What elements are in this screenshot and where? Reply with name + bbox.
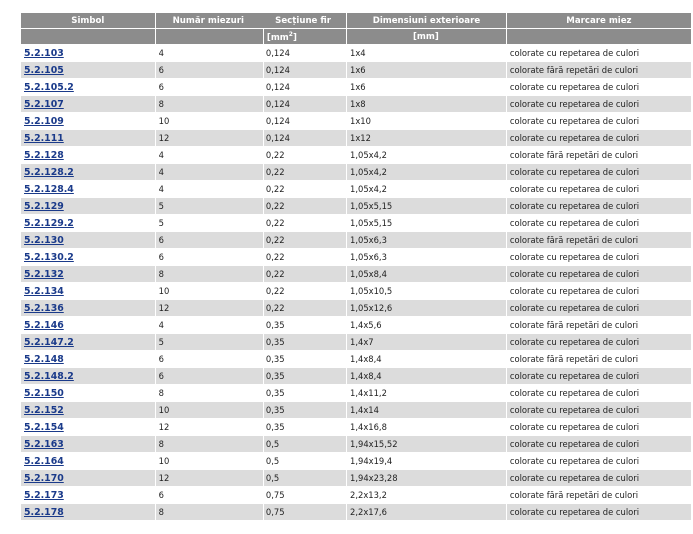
simbol-link[interactable]: 5.2.163 [24,438,64,450]
cell-simbol [21,113,155,129]
table-row [21,249,691,265]
cell-sectiune: 0,22 [264,300,346,316]
cell-simbol [21,232,155,248]
table-row [21,266,691,282]
cell-miezuri: 6 [156,249,263,265]
cell-dimensiuni: 1,94x23,28 [347,470,506,486]
cell-sectiune: 0,124 [264,130,346,146]
cell-sectiune: 0,22 [264,198,346,214]
cell-marcare: colorate cu repetarea de culori [507,368,691,384]
cell-sectiune: 0,124 [264,79,346,95]
table-row [21,504,691,520]
table-row [21,283,691,299]
cell-simbol [21,249,155,265]
cell-dimensiuni: 1,05x4,2 [347,181,506,197]
cell-miezuri: 12 [156,470,263,486]
header-sectiune-fir: Secțiune fir [275,15,331,26]
simbol-link[interactable]: 5.2.154 [24,421,64,433]
cell-miezuri: 8 [156,504,263,520]
table-row [21,232,691,248]
table-row [21,164,691,180]
units-empty-5 [507,29,691,44]
cell-dimensiuni: 1,05x12,6 [347,300,506,316]
cell-marcare: colorate cu repetarea de culori [507,385,691,401]
cell-marcare: colorate fără repetări de culori [507,351,691,367]
table-row [21,419,691,435]
header-simbol: Simbol [21,13,155,28]
cell-simbol [21,283,155,299]
cell-dimensiuni: 1x8 [347,96,506,112]
cell-miezuri: 10 [156,283,263,299]
cell-miezuri: 5 [156,198,263,214]
cell-sectiune: 0,75 [264,487,346,503]
cell-sectiune: 0,35 [264,317,346,333]
cell-dimensiuni: 1,94x15,52 [347,436,506,452]
simbol-link[interactable]: 5.2.132 [24,268,64,280]
simbol-link[interactable]: 5.2.148.2 [24,370,74,382]
table-row [21,402,691,418]
simbol-link[interactable]: 5.2.134 [24,285,64,297]
cell-sectiune: 0,124 [264,113,346,129]
simbol-link[interactable]: 5.2.105 [24,64,64,76]
cell-dimensiuni: 1,4x14 [347,402,506,418]
simbol-link[interactable]: 5.2.146 [24,319,64,331]
table-row [21,317,691,333]
cell-simbol [21,487,155,503]
cell-dimensiuni: 1,05x8,4 [347,266,506,282]
cell-dimensiuni: 1,05x6,3 [347,249,506,265]
simbol-link[interactable]: 5.2.129 [24,200,64,212]
cell-miezuri: 6 [156,368,263,384]
header-row [21,13,691,28]
cell-marcare: colorate cu repetarea de culori [507,249,691,265]
table-row [21,45,691,61]
cell-dimensiuni: 2,2x17,6 [347,504,506,520]
header-miezuri-sectiune [156,13,346,28]
table-row [21,62,691,78]
cell-miezuri: 8 [156,385,263,401]
cell-marcare: colorate cu repetarea de culori [507,79,691,95]
cell-dimensiuni: 1,4x5,6 [347,317,506,333]
cell-marcare: colorate cu repetarea de culori [507,181,691,197]
cell-sectiune: 0,22 [264,232,346,248]
cell-sectiune: 0,75 [264,504,346,520]
cell-marcare: colorate cu repetarea de culori [507,436,691,452]
simbol-link[interactable]: 5.2.152 [24,404,64,416]
cell-simbol [21,215,155,231]
cell-sectiune: 0,5 [264,453,346,469]
simbol-link[interactable]: 5.2.128.4 [24,183,74,195]
cell-miezuri: 12 [156,419,263,435]
table-row [21,470,691,486]
cell-dimensiuni: 1,4x16,8 [347,419,506,435]
table-row [21,130,691,146]
cell-miezuri: 12 [156,130,263,146]
cell-marcare: colorate fără repetări de culori [507,147,691,163]
table-row [21,215,691,231]
cell-simbol [21,79,155,95]
cell-sectiune: 0,5 [264,470,346,486]
cell-sectiune: 0,22 [264,181,346,197]
simbol-link[interactable]: 5.2.103 [24,47,64,59]
cell-marcare: colorate cu repetarea de culori [507,215,691,231]
cell-miezuri: 4 [156,164,263,180]
cell-miezuri: 6 [156,487,263,503]
cell-marcare: colorate cu repetarea de culori [507,402,691,418]
cell-simbol [21,164,155,180]
cell-marcare: colorate cu repetarea de culori [507,419,691,435]
cell-sectiune: 0,22 [264,283,346,299]
cell-miezuri: 8 [156,266,263,282]
cell-dimensiuni: 1x6 [347,62,506,78]
cell-simbol [21,198,155,214]
cell-dimensiuni: 1,05x4,2 [347,147,506,163]
simbol-link[interactable]: 5.2.111 [24,132,64,144]
cell-marcare: colorate cu repetarea de culori [507,283,691,299]
cell-marcare: colorate fără repetări de culori [507,62,691,78]
cell-simbol [21,351,155,367]
table-row [21,198,691,214]
cell-marcare: colorate fără repetări de culori [507,487,691,503]
cell-miezuri: 4 [156,147,263,163]
cell-dimensiuni: 1,94x19,4 [347,453,506,469]
table-row [21,368,691,384]
cell-sectiune: 0,22 [264,147,346,163]
table-body [21,45,691,520]
cell-dimensiuni: 1,4x11,2 [347,385,506,401]
cell-miezuri: 6 [156,79,263,95]
cell-sectiune: 0,124 [264,62,346,78]
header-dimensiuni: Dimensiuni exterioare [347,13,506,28]
cell-miezuri: 6 [156,62,263,78]
simbol-link[interactable]: 5.2.148 [24,353,64,365]
table-row [21,436,691,452]
table-row [21,96,691,112]
cell-miezuri: 8 [156,436,263,452]
cell-marcare: colorate cu repetarea de culori [507,334,691,350]
cell-marcare: colorate cu repetarea de culori [507,266,691,282]
cell-marcare: colorate fără repetări de culori [507,317,691,333]
cell-simbol [21,436,155,452]
cell-miezuri: 5 [156,215,263,231]
cell-marcare: colorate cu repetarea de culori [507,96,691,112]
cell-sectiune: 0,22 [264,164,346,180]
cell-sectiune: 0,35 [264,368,346,384]
cell-sectiune: 0,35 [264,334,346,350]
cell-simbol [21,96,155,112]
cell-marcare: colorate fără repetări de culori [507,232,691,248]
simbol-link[interactable]: 5.2.129.2 [24,217,74,229]
cell-dimensiuni: 1x12 [347,130,506,146]
cell-dimensiuni: 1x10 [347,113,506,129]
cell-miezuri: 8 [156,96,263,112]
cell-sectiune: 0,35 [264,385,346,401]
cell-simbol [21,130,155,146]
cell-miezuri: 10 [156,113,263,129]
cell-sectiune: 0,35 [264,351,346,367]
simbol-link[interactable]: 5.2.128 [24,149,64,161]
simbol-link[interactable]: 5.2.105.2 [24,81,74,93]
table-row [21,453,691,469]
header-marcare: Marcare miez [507,13,691,28]
cell-sectiune: 0,35 [264,402,346,418]
cell-dimensiuni: 1,05x5,15 [347,198,506,214]
cell-sectiune: 0,22 [264,215,346,231]
table-row [21,79,691,95]
simbol-link[interactable]: 5.2.109 [24,115,64,127]
cell-dimensiuni: 1x6 [347,79,506,95]
unit-sectiune: $[mm^2]$ [264,29,346,44]
cell-marcare: colorate cu repetarea de culori [507,300,691,316]
cell-simbol [21,385,155,401]
cell-simbol [21,368,155,384]
simbol-link[interactable]: 5.2.170 [24,472,64,484]
cell-simbol [21,453,155,469]
cell-marcare: colorate cu repetarea de culori [507,130,691,146]
cell-simbol [21,62,155,78]
cell-miezuri: 6 [156,232,263,248]
table-row [21,334,691,350]
cell-sectiune: 0,35 [264,419,346,435]
cell-simbol [21,419,155,435]
cell-marcare: colorate cu repetarea de culori [507,453,691,469]
cell-marcare: colorate cu repetarea de culori [507,198,691,214]
cell-marcare: colorate cu repetarea de culori [507,470,691,486]
table-row [21,487,691,503]
cell-simbol [21,470,155,486]
cell-simbol [21,317,155,333]
table-row [21,147,691,163]
cell-simbol [21,147,155,163]
cell-dimensiuni: 1,05x10,5 [347,283,506,299]
simbol-link[interactable]: 5.2.178 [24,506,64,518]
simbol-link[interactable]: 5.2.128.2 [24,166,74,178]
table-row [21,181,691,197]
cell-sectiune: 0,22 [264,249,346,265]
cell-marcare: colorate cu repetarea de culori [507,164,691,180]
cell-miezuri: 6 [156,351,263,367]
table-row [21,300,691,316]
cell-simbol [21,334,155,350]
cell-sectiune: 0,124 [264,45,346,61]
simbol-link[interactable]: 5.2.107 [24,98,64,110]
units-empty-1 [21,29,155,44]
simbol-link[interactable]: 5.2.147.2 [24,336,74,348]
cell-simbol [21,402,155,418]
cell-dimensiuni: 2,2x13,2 [347,487,506,503]
header-numar-miezuri: Număr miezuri [172,15,244,26]
cell-marcare: colorate cu repetarea de culori [507,45,691,61]
cell-miezuri: 10 [156,453,263,469]
cell-marcare: colorate cu repetarea de culori [507,113,691,129]
cell-miezuri: 4 [156,45,263,61]
cable-specs-table [20,12,692,521]
unit-dimensiuni: [mm] [347,29,506,44]
cell-marcare: colorate cu repetarea de culori [507,504,691,520]
cell-dimensiuni: 1x4 [347,45,506,61]
cell-dimensiuni: 1,4x8,4 [347,368,506,384]
cell-dimensiuni: 1,05x6,3 [347,232,506,248]
cell-dimensiuni: 1,4x8,4 [347,351,506,367]
table-row [21,385,691,401]
simbol-link[interactable]: 5.2.130.2 [24,251,74,263]
cell-miezuri: 4 [156,317,263,333]
simbol-link[interactable]: 5.2.173 [24,489,64,501]
cell-simbol [21,181,155,197]
units-row [21,29,691,44]
simbol-link[interactable]: 5.2.130 [24,234,64,246]
simbol-link[interactable]: 5.2.136 [24,302,64,314]
cell-simbol [21,266,155,282]
cell-miezuri: 12 [156,300,263,316]
simbol-link[interactable]: 5.2.150 [24,387,64,399]
cell-dimensiuni: 1,05x4,2 [347,164,506,180]
cell-miezuri: 4 [156,181,263,197]
cell-sectiune: 0,5 [264,436,346,452]
table-row [21,351,691,367]
cell-simbol [21,300,155,316]
simbol-link[interactable]: 5.2.164 [24,455,64,467]
table-row [21,113,691,129]
cell-miezuri: 10 [156,402,263,418]
cell-sectiune: 0,124 [264,96,346,112]
cell-simbol [21,45,155,61]
cell-miezuri: 5 [156,334,263,350]
cell-sectiune: 0,22 [264,266,346,282]
cell-dimensiuni: 1,05x5,15 [347,215,506,231]
cell-simbol [21,504,155,520]
units-empty-2 [156,29,263,44]
cell-dimensiuni: 1,4x7 [347,334,506,350]
